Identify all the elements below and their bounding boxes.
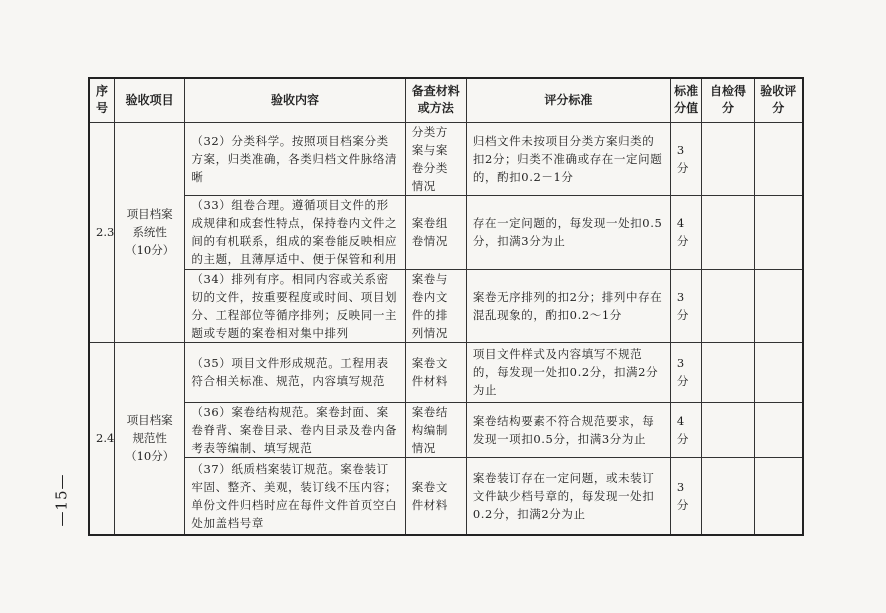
group-category: 项目档案规范性（10分） — [115, 342, 185, 535]
header-material: 备查材料或方法 — [405, 78, 466, 122]
table-row — [89, 195, 803, 269]
table-row — [89, 269, 803, 342]
group-category: 项目档案系统性（10分） — [115, 122, 185, 342]
row-score: 3分 — [670, 342, 702, 402]
row-material: 分类方案与案卷分类情况 — [405, 122, 466, 195]
row-criteria: 案卷无序排列的扣2分；排列中存在混乱现象的，酌扣0.2～1分 — [466, 269, 670, 342]
row-accept-score[interactable] — [754, 342, 803, 402]
header-score: 标准分值 — [670, 78, 702, 122]
row-criteria: 案卷结构要素不符合规范要求，每发现一项扣0.5分，扣满3分为止 — [466, 402, 670, 457]
row-material: 案卷结构编制情况 — [405, 402, 466, 457]
row-self-score[interactable] — [702, 122, 754, 195]
row-score: 4分 — [670, 402, 702, 457]
group-number: 2.3 — [89, 122, 115, 342]
row-accept-score[interactable] — [754, 269, 803, 342]
row-material: 案卷文件材料 — [405, 457, 466, 535]
row-criteria: 项目文件样式及内容填写不规范的，每发现一处扣0.2分，扣满2分为止 — [466, 342, 670, 402]
row-content: （35）项目文件形成规范。工程用表符合相关标准、规范，内容填写规范 — [185, 342, 405, 402]
row-material: 案卷组卷情况 — [405, 195, 466, 269]
header-accept: 验收评分 — [754, 78, 803, 122]
row-accept-score[interactable] — [754, 122, 803, 195]
acceptance-table — [88, 77, 804, 536]
table-row — [89, 402, 803, 457]
row-content: （37）纸质档案装订规范。案卷装订牢固、整齐、美观，装订线不压内容；单份文件归档时应在每件文件首页空白处加盖档号章 — [185, 457, 405, 535]
row-self-score[interactable] — [702, 402, 754, 457]
header-num: 序号 — [89, 78, 115, 122]
header-criteria: 评分标准 — [466, 78, 670, 122]
table-row — [89, 457, 803, 535]
row-accept-score[interactable] — [754, 402, 803, 457]
row-content: （36）案卷结构规范。案卷封面、案卷脊背、案卷目录、卷内目录及卷内备考表等编制、填写规范 — [185, 402, 405, 457]
row-criteria: 案卷装订存在一定问题，或未装订文件缺少档号章的，每发现一处扣0.2分，扣满2分为止 — [466, 457, 670, 535]
row-self-score[interactable] — [702, 342, 754, 402]
row-score: 4分 — [670, 195, 702, 269]
header-self: 自检得分 — [702, 78, 754, 122]
row-self-score[interactable] — [702, 457, 754, 535]
row-material: 案卷文件材料 — [405, 342, 466, 402]
row-content: （34）排列有序。相同内容或关系密切的文件，按重要程度或时间、项目划分、工程部位等循序排列；反映同一主题或专题的案卷相对集中排列 — [185, 269, 405, 342]
row-score: 3分 — [670, 457, 702, 535]
page-number: —15— — [53, 473, 71, 527]
table-header-row — [89, 78, 803, 122]
table-row — [89, 342, 803, 402]
table-row — [89, 122, 803, 195]
row-accept-score[interactable] — [754, 457, 803, 535]
row-self-score[interactable] — [702, 195, 754, 269]
row-criteria: 存在一定问题的，每发现一处扣0.5分，扣满3分为止 — [466, 195, 670, 269]
row-content: （33）组卷合理。遵循项目文件的形成规律和成套性特点，保持卷内文件之间的有机联系，组成的案卷能反映相应的主题，且薄厚适中、便于保管和利用 — [185, 195, 405, 269]
row-accept-score[interactable] — [754, 195, 803, 269]
header-content: 验收内容 — [185, 78, 405, 122]
row-self-score[interactable] — [702, 269, 754, 342]
row-content: （32）分类科学。按照项目档案分类方案，归类准确，各类归档文件脉络清晰 — [185, 122, 405, 195]
row-material: 案卷与卷内文件的排列情况 — [405, 269, 466, 342]
row-score: 3分 — [670, 269, 702, 342]
group-number: 2.4 — [89, 342, 115, 535]
header-item: 验收项目 — [115, 78, 185, 122]
row-score: 3分 — [670, 122, 702, 195]
row-criteria: 归档文件未按项目分类方案归类的扣2分；归类不准确或存在一定问题的，酌扣0.2－1分 — [466, 122, 670, 195]
